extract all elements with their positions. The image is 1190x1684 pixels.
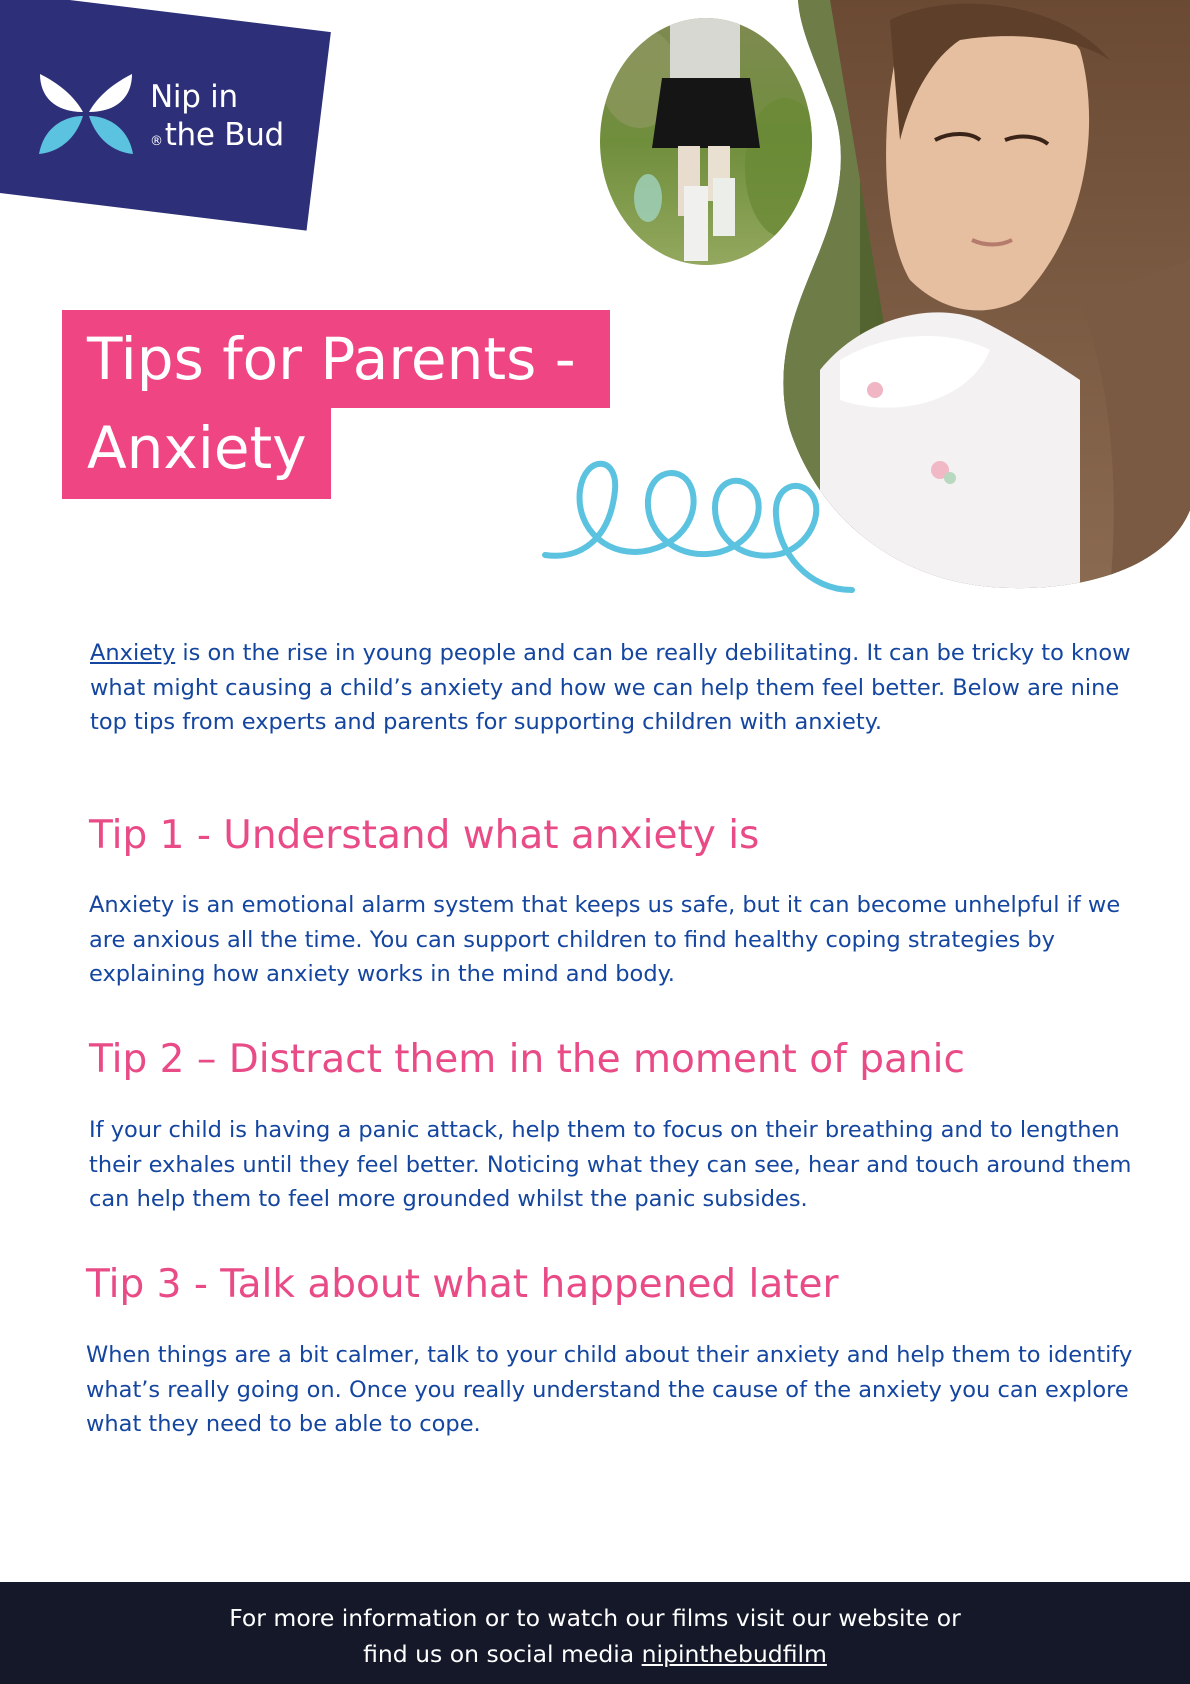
registered-mark: ® (150, 134, 163, 149)
tip-1-body: Anxiety is an emotional alarm system that keeps us safe, but it can become unhelpful if we are anxious all the time. You can support children to find healthy coping strategies by explaining how anxiety works in the mind and body. (89, 892, 1121, 987)
tip-3-heading: Tip 3 - Talk about what happened later (86, 1262, 839, 1307)
brand-name (150, 78, 284, 161)
tip-2-body: If your child is having a panic attack, help them to focus on their breathing and to lengthen their exhales until they feel better. Noticing what they can see, hear and touch around them can help them to feel more grounded whilst the panic subsides. (89, 1117, 1132, 1212)
brand-name-line2-wrap (150, 116, 284, 161)
intro-paragraph (90, 636, 1160, 740)
tip-3-body: When things are a bit calmer, talk to your child about their anxiety and help them to identify what’s really going on. Once you really understand the cause of the anxiety you can explore what they need to be able to cope. (86, 1342, 1133, 1437)
footer-line1: For more information or to watch our films visit our website or (229, 1604, 961, 1632)
footer (0, 1582, 1190, 1684)
footer-text (0, 1600, 1190, 1672)
page-title-line1: Tips for Parents - (87, 325, 576, 393)
brand-name-line1: Nip in (150, 79, 238, 115)
decorative-squiggle-icon (540, 440, 860, 610)
brand-name-line2: the Bud (164, 117, 284, 153)
tip-2-heading: Tip 2 – Distract them in the moment of panic (89, 1037, 965, 1082)
tip-1-heading: Tip 1 - Understand what anxiety is (89, 813, 760, 858)
butterfly-logo-icon (36, 66, 136, 162)
footer-line2 (0, 1636, 1190, 1672)
intro-text: is on the rise in young people and can be really debilitating. It can be tricky to know what might causing a child’s anxiety and how we can help them feel better. Below are nine top tips from experts and parents for supporting children with anxiety. (90, 640, 1131, 735)
social-media-link[interactable]: nipinthebudfilm (641, 1640, 827, 1668)
footer-line2-prefix: find us on social media (363, 1640, 642, 1668)
anxiety-link[interactable]: Anxiety (90, 640, 176, 666)
page-title-line2: Anxiety (87, 414, 307, 482)
